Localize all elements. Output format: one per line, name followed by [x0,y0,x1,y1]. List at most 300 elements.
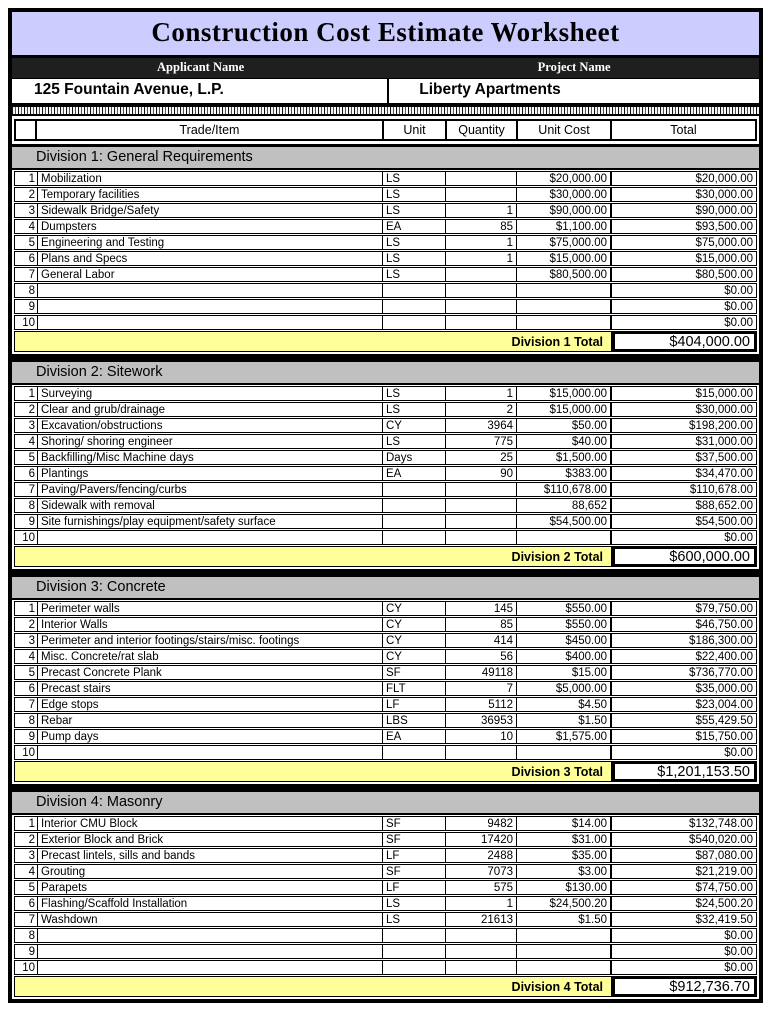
trade-item-cell [38,961,383,974]
quantity-cell: 2488 [446,849,517,862]
total-cell: $90,000.00 [611,204,756,217]
row-number-cell: 8 [15,929,38,942]
unit-cost-cell: $1,100.00 [517,220,611,233]
trade-item-cell: Excavation/obstructions [38,419,383,432]
trade-item-cell: Exterior Block and Brick [38,833,383,846]
row-number-cell: 4 [15,865,38,878]
division-total-row [14,546,757,567]
table-row [14,649,757,664]
unit-cell: LS [383,188,446,201]
quantity-cell: 3964 [446,419,517,432]
quantity-cell: 7 [446,682,517,695]
division-total-row [14,331,757,352]
total-cell: $23,004.00 [611,698,756,711]
total-cell: $736,770.00 [611,666,756,679]
total-cell: $0.00 [611,746,756,759]
quantity-cell [446,300,517,313]
trade-item-cell: Precast Concrete Plank [38,666,383,679]
trade-item-cell: General Labor [38,268,383,281]
trade-item-cell: Washdown [38,913,383,926]
total-cell: $0.00 [611,284,756,297]
quantity-cell [446,284,517,297]
unit-cost-cell: $1,500.00 [517,451,611,464]
unit-cost-cell [517,300,611,313]
unit-cell [383,929,446,942]
table-row [14,601,757,616]
table-row [14,912,757,927]
total-cell: $24,500.20 [611,897,756,910]
trade-item-cell: Pump days [38,730,383,743]
unit-cell [383,300,446,313]
division-total-value: $1,201,153.50 [612,761,757,782]
quantity-cell: 49118 [446,666,517,679]
table-row [14,434,757,449]
unit-cell [383,961,446,974]
column-header-rownum [14,119,37,141]
unit-cost-cell [517,746,611,759]
total-cell: $87,080.00 [611,849,756,862]
unit-cost-cell [517,316,611,329]
unit-cell: LBS [383,714,446,727]
total-cell: $54,500.00 [611,515,756,528]
unit-cost-cell: $130.00 [517,881,611,894]
division-total-value: $404,000.00 [612,331,757,352]
applicant-name-label: Applicant Name [157,60,245,74]
column-header-unit-cost: Unit Cost [518,119,612,141]
trade-item-cell: Grouting [38,865,383,878]
quantity-cell: 1 [446,204,517,217]
column-header-quantity: Quantity [447,119,518,141]
division-total-row [14,976,757,997]
quantity-cell [446,945,517,958]
total-cell: $93,500.00 [611,220,756,233]
quantity-cell: 5112 [446,698,517,711]
quantity-cell: 1 [446,252,517,265]
row-number-cell: 2 [15,188,38,201]
row-number-cell: 5 [15,236,38,249]
total-cell: $15,000.00 [611,387,756,400]
page-title: Construction Cost Estimate Worksheet [12,12,759,58]
quantity-cell: 1 [446,236,517,249]
row-number-cell: 5 [15,881,38,894]
trade-item-cell: Flashing/Scaffold Installation [38,897,383,910]
total-cell: $186,300.00 [611,634,756,647]
trade-item-cell: Temporary facilities [38,188,383,201]
division-total-label: Division 4 Total [14,976,612,997]
unit-cost-cell: $30,000.00 [517,188,611,201]
unit-cell: Days [383,451,446,464]
trade-item-cell: Parapets [38,881,383,894]
trade-item-cell: Misc. Concrete/rat slab [38,650,383,663]
unit-cost-cell: $4.50 [517,698,611,711]
table-row [14,203,757,218]
unit-cell: LS [383,387,446,400]
column-header-trade-item: Trade/Item [37,119,384,141]
unit-cell: LS [383,403,446,416]
divisions-container [12,144,759,997]
row-number-cell: 8 [15,714,38,727]
unit-cell: LS [383,268,446,281]
division-rows [12,600,759,760]
total-cell: $0.00 [611,961,756,974]
trade-item-cell [38,316,383,329]
unit-cell: LS [383,913,446,926]
trade-item-cell [38,531,383,544]
unit-cost-cell: $550.00 [517,618,611,631]
unit-cost-cell: $550.00 [517,602,611,615]
quantity-cell: 85 [446,220,517,233]
unit-cost-cell: $31.00 [517,833,611,846]
unit-cost-cell: $1,575.00 [517,730,611,743]
unit-cell: SF [383,833,446,846]
quantity-cell [446,483,517,496]
trade-item-cell: Shoring/ shoring engineer [38,435,383,448]
row-number-cell: 2 [15,403,38,416]
unit-cell [383,316,446,329]
division-rows [12,385,759,545]
trade-item-cell: Precast stairs [38,682,383,695]
total-cell: $132,748.00 [611,817,756,830]
total-cell: $0.00 [611,929,756,942]
division-rows [12,815,759,975]
table-row [14,251,757,266]
trade-item-cell: Interior Walls [38,618,383,631]
quantity-cell [446,531,517,544]
table-row [14,944,757,959]
cost-estimate-sheet [8,8,763,1003]
total-cell: $15,000.00 [611,252,756,265]
total-cell: $0.00 [611,945,756,958]
unit-cost-cell [517,284,611,297]
total-cell: $31,000.00 [611,435,756,448]
row-number-cell: 4 [15,435,38,448]
unit-cost-cell: $110,678.00 [517,483,611,496]
unit-cost-cell: $400.00 [517,650,611,663]
project-name-label: Project Name [537,60,611,74]
quantity-cell [446,515,517,528]
division-total-row [14,761,757,782]
table-row [14,864,757,879]
total-cell: $74,750.00 [611,881,756,894]
table-row [14,466,757,481]
total-cell: $88,652.00 [611,499,756,512]
total-cell: $34,470.00 [611,467,756,480]
table-row [14,960,757,975]
division-title: Division 2: Sitework [12,359,759,385]
names-header-band [12,58,759,79]
row-number-cell: 2 [15,618,38,631]
unit-cell [383,945,446,958]
division-section [12,144,759,359]
unit-cost-cell: $40.00 [517,435,611,448]
row-number-cell: 10 [15,961,38,974]
trade-item-cell: Site furnishings/play equipment/safety surface [38,515,383,528]
unit-cost-cell: $20,000.00 [517,172,611,185]
division-total-label: Division 2 Total [14,546,612,567]
table-row [14,697,757,712]
table-row [14,315,757,330]
division-section [12,359,759,574]
table-row [14,450,757,465]
table-row [14,418,757,433]
table-row [14,235,757,250]
unit-cell: CY [383,650,446,663]
unit-cost-cell: $1.50 [517,913,611,926]
total-cell: $80,500.00 [611,268,756,281]
unit-cell [383,531,446,544]
quantity-cell: 36953 [446,714,517,727]
row-number-cell: 6 [15,467,38,480]
row-number-cell: 7 [15,268,38,281]
decorative-stripe-band [12,105,759,116]
quantity-cell [446,268,517,281]
table-row [14,219,757,234]
unit-cell [383,284,446,297]
unit-cell: EA [383,467,446,480]
row-number-cell: 1 [15,172,38,185]
total-cell: $0.00 [611,316,756,329]
table-row [14,848,757,863]
unit-cost-cell: $90,000.00 [517,204,611,217]
unit-cell: LS [383,172,446,185]
trade-item-cell: Sidewalk Bridge/Safety [38,204,383,217]
names-values-row [12,79,759,105]
division-total-label: Division 3 Total [14,761,612,782]
row-number-cell: 5 [15,666,38,679]
unit-cell: SF [383,865,446,878]
unit-cost-cell: $15,000.00 [517,403,611,416]
project-name-value: Liberty Apartments [419,81,561,98]
quantity-cell: 7073 [446,865,517,878]
table-row [14,171,757,186]
unit-cost-cell [517,531,611,544]
total-cell: $32,419.50 [611,913,756,926]
quantity-cell: 414 [446,634,517,647]
trade-item-cell [38,929,383,942]
unit-cost-cell: 88,652 [517,499,611,512]
division-section [12,789,759,997]
table-row [14,633,757,648]
division-title: Division 4: Masonry [12,789,759,815]
unit-cell [383,499,446,512]
table-row [14,187,757,202]
row-number-cell: 1 [15,387,38,400]
trade-item-cell: Mobilization [38,172,383,185]
unit-cell: LS [383,252,446,265]
unit-cell: SF [383,817,446,830]
row-number-cell: 7 [15,913,38,926]
column-header-unit: Unit [384,119,447,141]
quantity-cell: 56 [446,650,517,663]
row-number-cell: 6 [15,897,38,910]
table-row [14,482,757,497]
row-number-cell: 3 [15,419,38,432]
total-cell: $22,400.00 [611,650,756,663]
total-cell: $30,000.00 [611,188,756,201]
quantity-cell: 25 [446,451,517,464]
unit-cell: LF [383,881,446,894]
quantity-cell [446,746,517,759]
quantity-cell: 1 [446,897,517,910]
row-number-cell: 6 [15,252,38,265]
unit-cell [383,746,446,759]
table-row [14,283,757,298]
unit-cost-cell: $50.00 [517,419,611,432]
unit-cost-cell: $5,000.00 [517,682,611,695]
table-row [14,880,757,895]
quantity-cell: 10 [446,730,517,743]
quantity-cell: 2 [446,403,517,416]
unit-cost-cell: $75,000.00 [517,236,611,249]
table-row [14,617,757,632]
row-number-cell: 4 [15,220,38,233]
unit-cost-cell: $3.00 [517,865,611,878]
quantity-cell: 145 [446,602,517,615]
trade-item-cell: Perimeter and interior footings/stairs/misc. footings [38,634,383,647]
unit-cost-cell: $15,000.00 [517,387,611,400]
trade-item-cell [38,746,383,759]
row-number-cell: 10 [15,531,38,544]
trade-item-cell: Backfilling/Misc Machine days [38,451,383,464]
row-number-cell: 8 [15,284,38,297]
table-row [14,816,757,831]
table-row [14,402,757,417]
unit-cell: LF [383,698,446,711]
quantity-cell [446,316,517,329]
unit-cell: LS [383,897,446,910]
trade-item-cell: Dumpsters [38,220,383,233]
row-number-cell: 3 [15,204,38,217]
table-row [14,896,757,911]
trade-item-cell [38,300,383,313]
table-row [14,665,757,680]
row-number-cell: 7 [15,483,38,496]
total-cell: $35,000.00 [611,682,756,695]
quantity-cell [446,188,517,201]
quantity-cell: 575 [446,881,517,894]
unit-cell: EA [383,220,446,233]
total-cell: $110,678.00 [611,483,756,496]
total-cell: $30,000.00 [611,403,756,416]
quantity-cell: 1 [446,387,517,400]
quantity-cell: 9482 [446,817,517,830]
trade-item-cell [38,945,383,958]
division-total-value: $912,736.70 [612,976,757,997]
table-row [14,832,757,847]
total-cell: $15,750.00 [611,730,756,743]
trade-item-cell: Precast lintels, sills and bands [38,849,383,862]
trade-item-cell [38,284,383,297]
division-total-label: Division 1 Total [14,331,612,352]
unit-cell [383,483,446,496]
total-cell: $0.00 [611,531,756,544]
row-number-cell: 10 [15,746,38,759]
unit-cost-cell: $35.00 [517,849,611,862]
unit-cost-cell: $15.00 [517,666,611,679]
trade-item-cell: Rebar [38,714,383,727]
table-row [14,530,757,545]
division-rows [12,170,759,330]
table-row [14,498,757,513]
unit-cost-cell: $80,500.00 [517,268,611,281]
row-number-cell: 3 [15,634,38,647]
unit-cell: CY [383,618,446,631]
trade-item-cell: Interior CMU Block [38,817,383,830]
total-cell: $46,750.00 [611,618,756,631]
unit-cost-cell: $1.50 [517,714,611,727]
quantity-cell [446,961,517,974]
total-cell: $75,000.00 [611,236,756,249]
trade-item-cell: Edge stops [38,698,383,711]
total-cell: $79,750.00 [611,602,756,615]
table-row [14,299,757,314]
total-cell: $20,000.00 [611,172,756,185]
trade-item-cell: Engineering and Testing [38,236,383,249]
row-number-cell: 9 [15,515,38,528]
trade-item-cell: Plantings [38,467,383,480]
unit-cost-cell: $14.00 [517,817,611,830]
total-cell: $55,429.50 [611,714,756,727]
row-number-cell: 9 [15,945,38,958]
total-cell: $21,219.00 [611,865,756,878]
trade-item-cell: Surveying [38,387,383,400]
unit-cell: CY [383,634,446,647]
table-row [14,681,757,696]
row-number-cell: 9 [15,730,38,743]
table-row [14,928,757,943]
unit-cell: LS [383,435,446,448]
table-row [14,713,757,728]
row-number-cell: 10 [15,316,38,329]
unit-cost-cell: $450.00 [517,634,611,647]
applicant-name-value: 125 Fountain Avenue, L.P. [12,79,389,103]
unit-cell: EA [383,730,446,743]
unit-cell: CY [383,419,446,432]
trade-item-cell: Plans and Specs [38,252,383,265]
trade-item-cell: Clear and grub/drainage [38,403,383,416]
unit-cost-cell: $15,000.00 [517,252,611,265]
quantity-cell [446,499,517,512]
row-number-cell: 1 [15,817,38,830]
trade-item-cell: Sidewalk with removal [38,499,383,512]
unit-cost-cell [517,929,611,942]
quantity-cell [446,929,517,942]
trade-item-cell: Paving/Pavers/fencing/curbs [38,483,383,496]
unit-cell: LS [383,236,446,249]
quantity-cell: 90 [446,467,517,480]
total-cell: $198,200.00 [611,419,756,432]
unit-cost-cell: $54,500.00 [517,515,611,528]
unit-cost-cell [517,961,611,974]
table-row [14,729,757,744]
row-number-cell: 7 [15,698,38,711]
row-number-cell: 2 [15,833,38,846]
row-number-cell: 4 [15,650,38,663]
trade-item-cell: Perimeter walls [38,602,383,615]
quantity-cell: 17420 [446,833,517,846]
division-section [12,574,759,789]
total-cell: $540,020.00 [611,833,756,846]
quantity-cell: 85 [446,618,517,631]
unit-cell: LF [383,849,446,862]
unit-cell [383,515,446,528]
total-cell: $37,500.00 [611,451,756,464]
column-header-row [14,119,757,141]
unit-cost-cell: $383.00 [517,467,611,480]
unit-cell: CY [383,602,446,615]
row-number-cell: 6 [15,682,38,695]
table-row [14,745,757,760]
